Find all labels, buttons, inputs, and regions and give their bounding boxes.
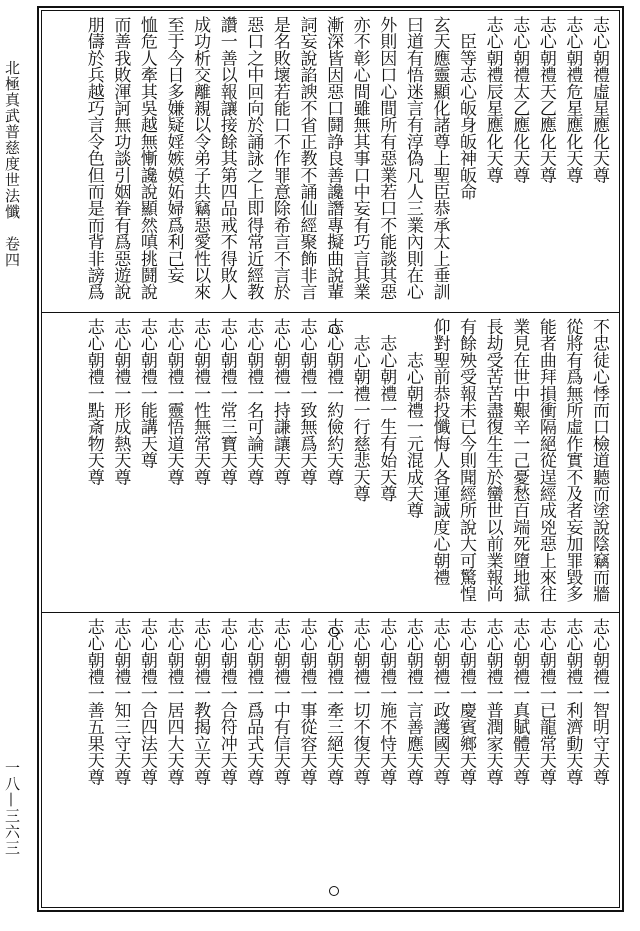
margin-book-title: 北極真武普慈度世法懺 卷四 [3,60,21,268]
text-column: 長劫受苦苦盡復生生於蠻世以前業報尚 [482,318,503,602]
text-column: 志心朝禮一慶賓鄉天尊 [456,618,477,786]
text-column: 至于今日多嫌疑婬嫉嫫妬婦爲利己妄 [163,16,184,284]
text-column: 志心朝禮一行慈悲天尊 [349,318,370,502]
text-column: 志心朝禮一爲品式天尊 [243,618,264,786]
text-column: 漸深皆因惡口鬪諍良善讒譖專擬曲說輩 [323,16,344,300]
text-column: 玄天應靈顯化諸尊上聖臣恭承太上垂訓 [429,16,450,300]
text-column: 志心朝禮一利濟動天尊 [562,618,583,786]
text-column: 讚一善以報讓接餘其第四品戒不得敗人 [216,16,237,300]
text-column: 志心朝禮一元混成天尊 [402,318,423,519]
text-column: 仰對聖前恭投懺悔人各運誠度心朝禮 [429,318,450,586]
text-panel-middle [48,318,612,608]
panel-divider-lower [41,612,620,613]
text-column: 志心朝禮一施不恃天尊 [376,618,397,786]
text-column: 志心朝禮一名可論天尊 [243,318,264,486]
text-column: 志心朝禮一普潤家天尊 [482,618,503,786]
text-column: 志心朝禮一政護國天尊 [429,618,450,786]
text-column: 而善我敗渾訶無功談引姻眷有爲惡遊說 [110,16,131,300]
text-column: 志心朝禮一教揭立天尊 [190,618,211,786]
text-column: 志心朝禮一已龍常天尊 [535,618,556,786]
text-column: 朋儔於兵越巧言令色但而是而背非謗爲 [83,16,104,300]
text-column: 志心朝禮一靈悟道天尊 [163,318,184,486]
text-column: 志心朝禮一善五果天尊 [83,618,104,786]
text-column: 曰道有悟迷言有淳偽凡人三業內則在心 [402,16,423,300]
text-column: 外則因口心間所有惡業若口不能談其惡 [376,16,397,300]
text-column: 志心朝禮一合四法天尊 [136,618,157,786]
text-column: 業見在世中艱辛一己憂愁百端死墮地獄 [509,318,530,602]
text-column: 志心朝禮一知三守天尊 [110,618,131,786]
text-column: 不忠徒心悸而口檢道聽而塗說陰竊而牆 [589,318,609,602]
text-column: 志心朝禮一生有始天尊 [376,318,397,502]
margin-page-number: 一八—三六三 [3,760,21,856]
text-column: 亦不彰心間雖無其事口中妄有巧言其業 [349,16,370,300]
text-column: 志心朝禮一性無常天尊 [190,318,211,486]
text-column: 志心朝禮辰星應化天尊 [482,16,503,184]
text-column: 從將有爲無所虛作實不及者妄加罪毀多 [562,318,583,602]
text-column: 志心朝禮一智明守天尊 [589,618,609,786]
text-column: 是名敗壞若能口不作罪意除希言不言於 [269,16,290,300]
text-column: 恤危人牽其吳越無慚讒說顯然嗔挑鬪說 [136,16,157,300]
text-column: 志心朝禮一居四大天尊 [163,618,184,786]
text-column: 志心朝禮一能講天尊 [136,318,157,469]
text-column: 志心朝禮一真賦體天尊 [509,618,530,786]
text-column: 志心朝禮一事從容天尊 [296,618,317,786]
text-panel-lower [48,618,612,908]
text-column: 志心朝禮一合符冲天尊 [216,618,237,786]
text-column: 志心朝禮一中有信天尊 [269,618,290,786]
text-column: 志心朝禮一約儉約天尊 [323,318,344,486]
text-panel-upper [48,16,612,316]
text-column: 能者曲拜損衝隔絕從逞經成兇惡上來往 [535,318,556,602]
text-column: 志心朝禮虛星應化天尊 [589,16,609,184]
text-column: 有餘殃受報未已今則聞經所說大可驚惶 [456,318,477,602]
text-column: 臣等志心皈身皈神皈命 [456,16,477,200]
text-column: 志心朝禮太乙應化天尊 [509,16,530,184]
text-column: 志心朝禮一切不復天尊 [349,618,370,786]
text-column: 志心朝禮一言善應天尊 [402,618,423,786]
text-column: 志心朝禮一點斎物天尊 [83,318,104,486]
text-column: 志心朝禮一牽三絕天尊 [323,618,344,786]
text-column: 志心朝禮一致無爲天尊 [296,318,317,486]
text-column: 志心朝禮危星應化天尊 [562,16,583,184]
text-column: 志心朝禮天乙應化天尊 [535,16,556,184]
text-column: 詞妄說諂諛不省正教不誦仙經聚飾非言 [296,16,317,300]
text-column: 志心朝禮一持謙讓天尊 [269,318,290,486]
text-column: 惡口之中回向於誦詠之上即得常近經教 [243,16,264,300]
text-column: 志心朝禮一常三寶天尊 [216,318,237,486]
text-column: 志心朝禮一形成熱天尊 [110,318,131,486]
text-column: 成功析交離親以令弟子共竊惡愛性以來 [190,16,211,300]
